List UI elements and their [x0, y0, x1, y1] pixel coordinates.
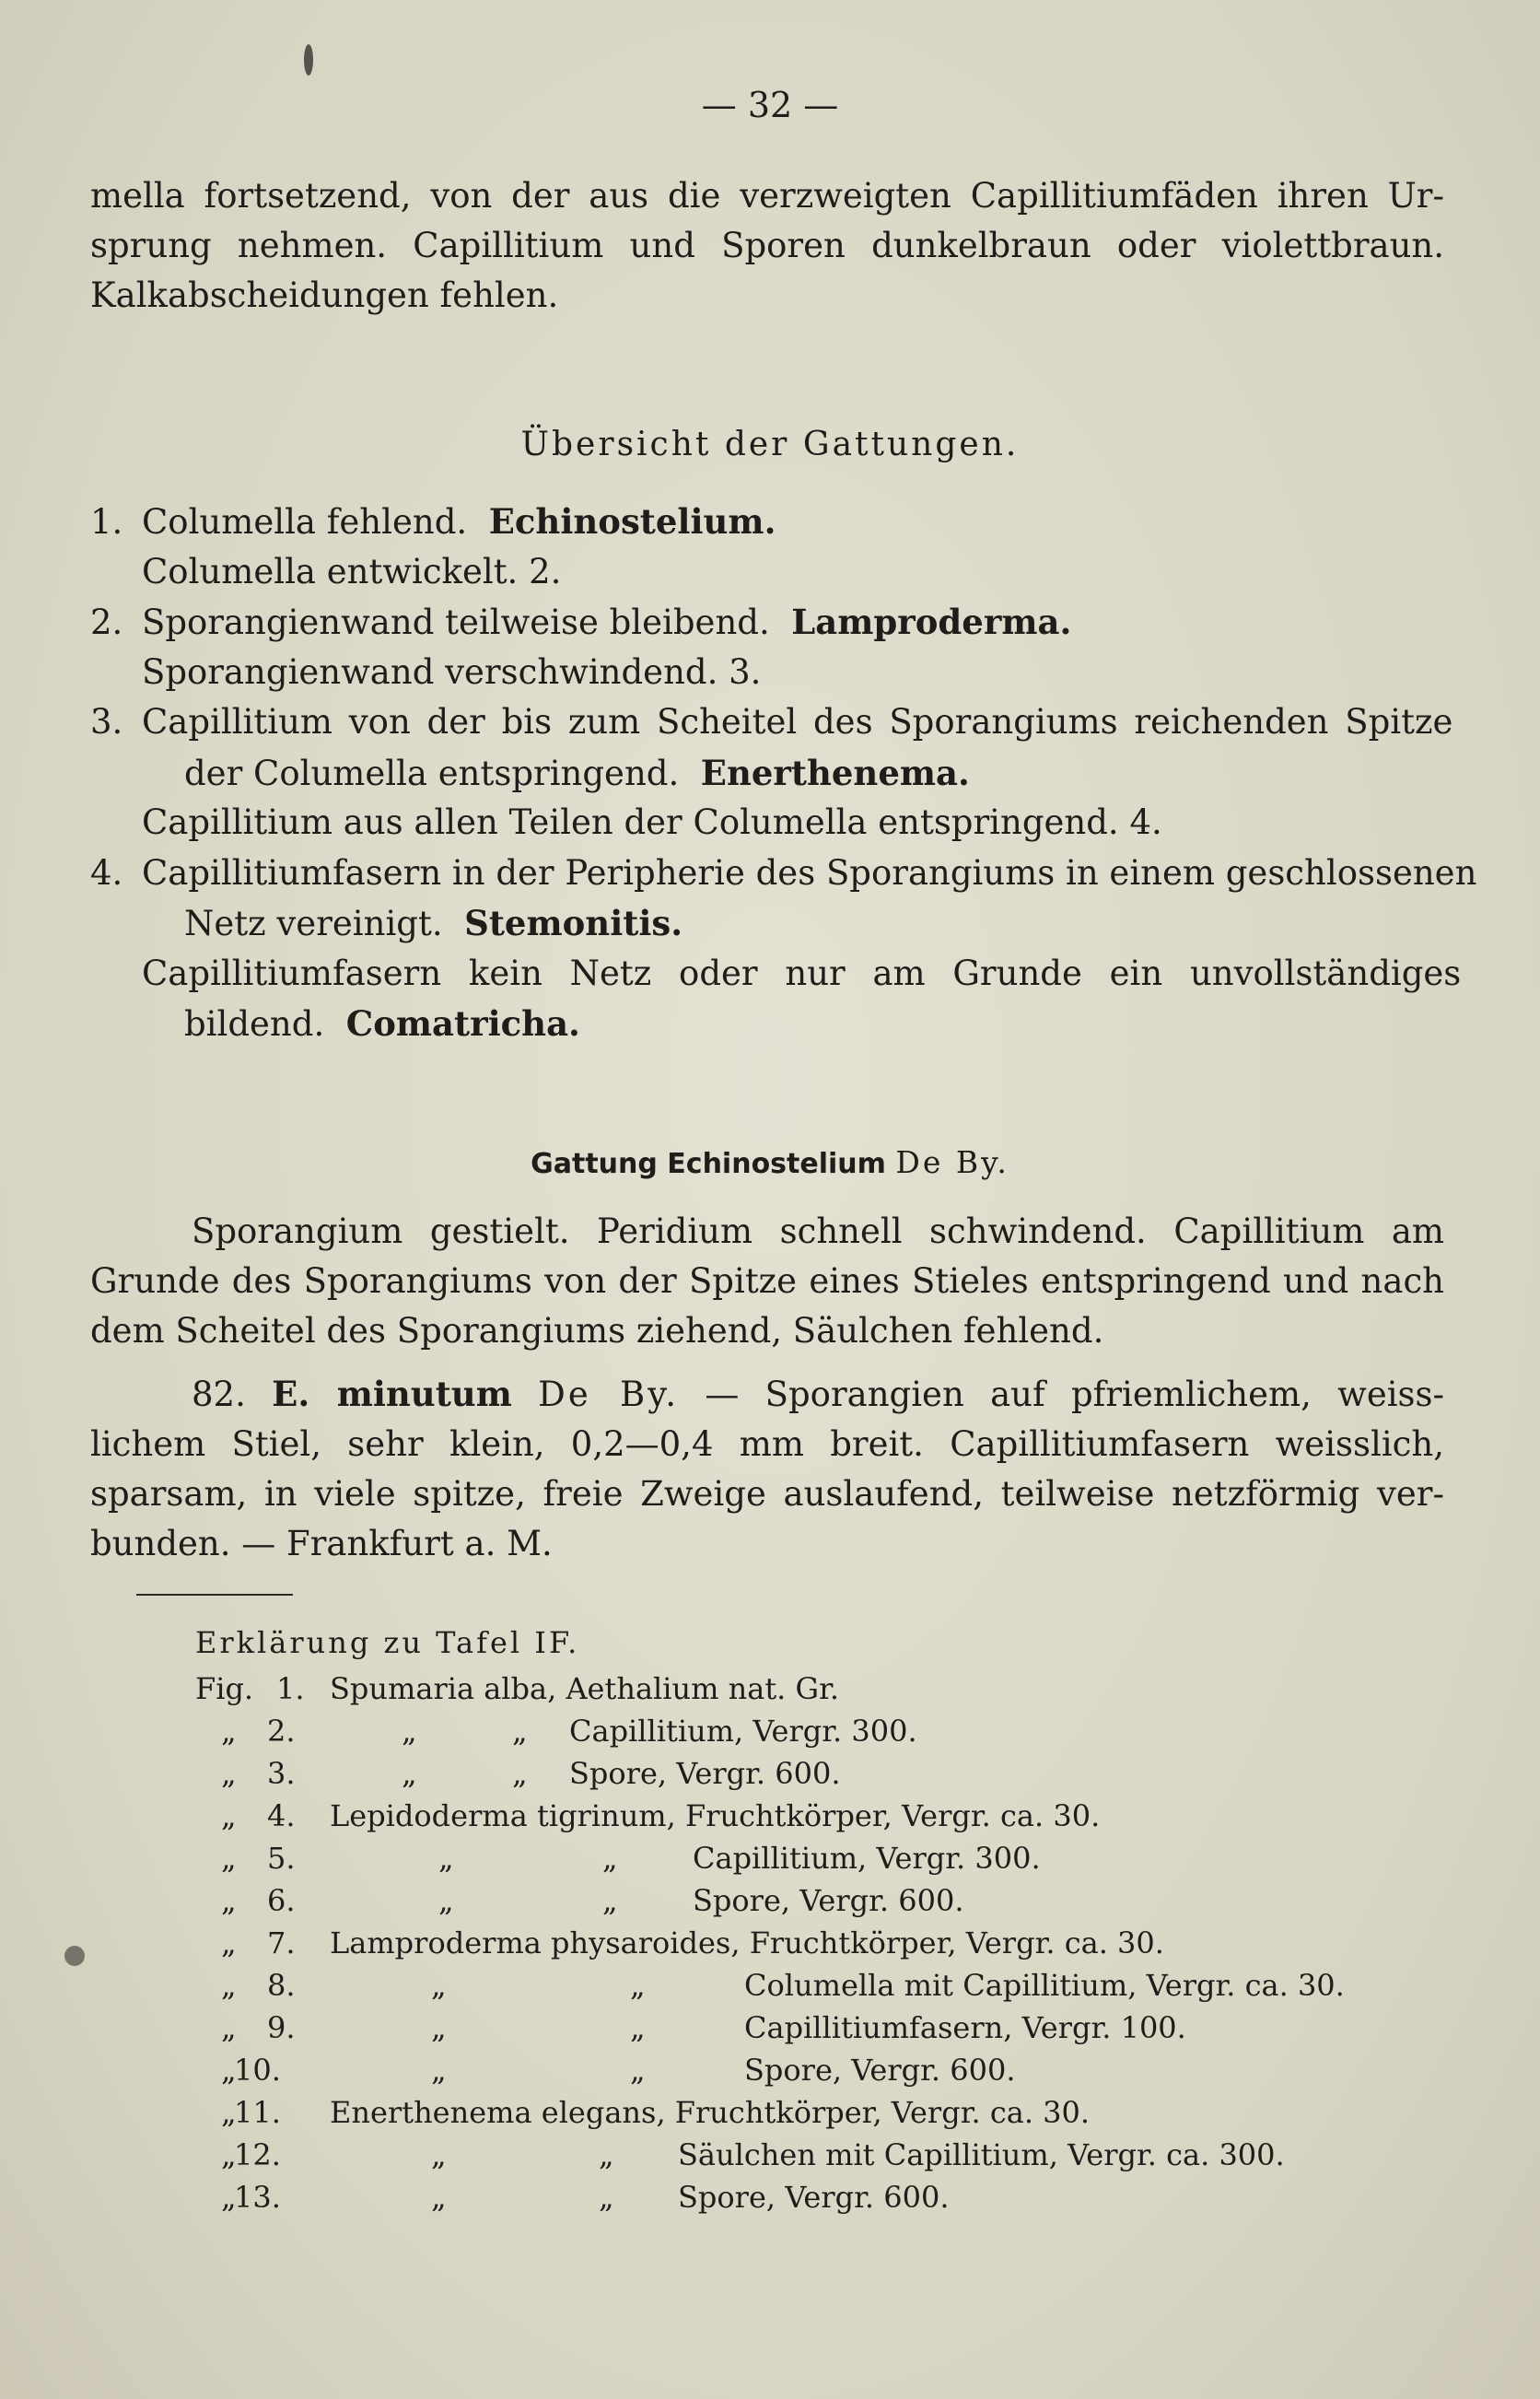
- ditto-mark: „: [630, 2053, 646, 2088]
- figure-label: „: [221, 1883, 237, 1918]
- key-text: Capillitiumfasern kein Netz oder nur am Grunde ein unvollständiges: [142, 954, 1462, 993]
- ditto-mark: „: [431, 2180, 447, 2215]
- ditto-mark: „: [602, 1841, 618, 1876]
- ditto-mark: „: [512, 1714, 528, 1749]
- key-number: 3.: [90, 702, 123, 742]
- species-number: 82.: [192, 1375, 246, 1414]
- figure-number: 6.: [267, 1883, 296, 1918]
- key-text: Sporangienwand verschwindend. 3.: [142, 652, 762, 692]
- key-heading: Übersicht der Gattungen.: [520, 426, 1020, 463]
- figure-number: 3.: [267, 1756, 296, 1791]
- ditto-mark: „: [512, 1756, 528, 1791]
- key-number: 1.: [90, 502, 123, 542]
- figure-text: Spore, Vergr. 600.: [569, 1756, 841, 1791]
- figure-text: Capillitium, Vergr. 300.: [693, 1841, 1041, 1876]
- figure-label: „: [221, 1841, 237, 1876]
- key-row: [90, 597, 1071, 648]
- key-number: 4.: [90, 853, 123, 893]
- figure-text: Lamproderma physaroides, Fruchtkörper, Vergr. ca. 30.: [330, 1925, 1164, 1960]
- ink-spot: [304, 44, 313, 76]
- page-number: — 32 —: [701, 85, 839, 125]
- figure-text: Spore, Vergr. 600.: [693, 1883, 964, 1918]
- key-row: [184, 898, 682, 949]
- key-text: Columella entwickelt. 2.: [142, 552, 562, 591]
- figure-text: Spumaria alba, Aethalium nat. Gr.: [330, 1671, 840, 1706]
- key-row: [142, 949, 1462, 999]
- key-text: Netz vereinigt.: [184, 904, 443, 943]
- figure-number: 4.: [267, 1798, 296, 1833]
- key-row: [184, 999, 580, 1049]
- key-row: [142, 648, 761, 697]
- key-text: Capillitium von der bis zum Scheitel des Sporangiums reichenden Spitze: [142, 702, 1453, 742]
- figure-text: Capillitium, Vergr. 300.: [569, 1714, 917, 1749]
- species-line: bunden. — Frankfurt a. M.: [90, 1524, 553, 1563]
- figure-number: 1.: [276, 1671, 305, 1706]
- key-text: der Columella entspringend.: [184, 754, 680, 793]
- key-text: Columella fehlend.: [142, 502, 468, 542]
- figure-text: Säulchen mit Capillitium, Vergr. ca. 300.: [678, 2137, 1285, 2172]
- ditto-mark: „: [431, 2137, 447, 2172]
- figure-number: 2.: [267, 1714, 296, 1749]
- species-first-line: [90, 1369, 1444, 1420]
- figure-text: Spore, Vergr. 600.: [678, 2180, 950, 2215]
- intro-line: Kalkabscheidungen fehlen.: [90, 275, 559, 315]
- figure-label: Fig.: [195, 1671, 254, 1706]
- figure-label: „: [221, 1714, 237, 1749]
- ditto-mark: „: [431, 1968, 447, 2003]
- key-genus: Stemonitis.: [464, 903, 683, 943]
- figure-label: „: [221, 2010, 237, 2045]
- key-genus: Comatricha.: [345, 1003, 580, 1044]
- species-entry: [90, 1369, 1444, 1569]
- ditto-mark: „: [431, 2053, 447, 2088]
- ditto-mark: „: [402, 1714, 417, 1749]
- genus-desc-line: Sporangium gestielt. Peridium schnell schwindend. Capillitium am: [192, 1211, 1444, 1251]
- figure-label: „: [221, 2137, 237, 2172]
- species-line: lichem Stiel, sehr klein, 0,2—0,4 mm breit. Capillitiumfasern weisslich,: [90, 1424, 1444, 1464]
- genus-description: [90, 1207, 1444, 1356]
- key-row: [142, 547, 561, 597]
- ditto-mark: „: [438, 1841, 454, 1876]
- key-text: bildend.: [184, 1004, 325, 1044]
- genus-heading-author: De By.: [895, 1144, 1009, 1180]
- figure-text: Columella mit Capillitium, Vergr. ca. 30.: [744, 1968, 1345, 2003]
- figure-number: 12.: [234, 2137, 281, 2172]
- species-line: sparsam, in viele spitze, freie Zweige auslaufend, teilweise netzförmig ver-: [90, 1474, 1444, 1514]
- figure-label: „: [221, 2095, 237, 2130]
- ditto-mark: „: [602, 1883, 618, 1918]
- key-number: 2.: [90, 603, 123, 642]
- key-row: [90, 697, 1453, 747]
- figure-number: 13.: [234, 2180, 281, 2215]
- genus-heading: [0, 1144, 1540, 1180]
- figure-text: Enerthenema elegans, Fruchtkörper, Vergr. ca. 30.: [330, 2095, 1091, 2130]
- figure-number: 10.: [234, 2053, 281, 2088]
- figure-number: 8.: [267, 1968, 296, 2003]
- key-genus: Echinostelium.: [488, 501, 776, 542]
- figure-text: Lepidoderma tigrinum, Fruchtkörper, Vergr. ca. 30.: [330, 1798, 1101, 1833]
- footnote-rule: [136, 1594, 293, 1596]
- key-text: Capillitiumfasern in der Peripherie des Sporangiums in einem geschlossenen: [142, 853, 1477, 893]
- figure-label: „: [221, 2180, 237, 2215]
- key-text: Capillitium aus allen Teilen der Columella entspringend. 4.: [142, 802, 1162, 842]
- figure-text: Capillitiumfasern, Vergr. 100.: [744, 2010, 1186, 2045]
- key-row: [142, 798, 1162, 848]
- figure-number: 11.: [234, 2095, 281, 2130]
- genus-heading-name: Gattung Echinostelium: [531, 1148, 886, 1180]
- ink-spot: [64, 1946, 85, 1966]
- ditto-mark: „: [402, 1756, 417, 1791]
- key-text: Sporangienwand teilweise bleibend.: [142, 603, 770, 642]
- species-author: De By.: [538, 1375, 679, 1414]
- figure-number: 5.: [267, 1841, 296, 1876]
- ditto-mark: „: [630, 2010, 646, 2045]
- ditto-mark: „: [431, 2010, 447, 2045]
- figure-number: 7.: [267, 1925, 296, 1960]
- figure-number: 9.: [267, 2010, 296, 2045]
- intro-line: mella fortsetzend, von der aus die verzweigten Capillitiumfäden ihren Ur-: [90, 176, 1444, 216]
- legend-title: Erklärung zu Tafel IF.: [195, 1625, 580, 1660]
- key-row: [90, 848, 1476, 898]
- intro-line: sprung nehmen. Capillitium und Sporen dunkelbraun oder violettbraun.: [90, 226, 1444, 265]
- figure-label: „: [221, 1756, 237, 1791]
- ditto-mark: „: [438, 1883, 454, 1918]
- genus-desc-line: dem Scheitel des Sporangiums ziehend, Säulchen fehlend.: [90, 1311, 1104, 1351]
- figure-label: „: [221, 1925, 237, 1960]
- key-genus: Lamproderma.: [791, 602, 1072, 642]
- key-row: [184, 748, 970, 799]
- ditto-mark: „: [630, 1968, 646, 2003]
- species-text: — Sporangien auf pfriemlichem, weiss-: [705, 1375, 1445, 1414]
- key-genus: Enerthenema.: [700, 753, 970, 793]
- ditto-mark: „: [599, 2137, 614, 2172]
- key-row: [90, 497, 776, 547]
- figure-label: „: [221, 1968, 237, 2003]
- intro-paragraph: [90, 171, 1444, 321]
- ditto-mark: „: [599, 2180, 614, 2215]
- species-name: E. minutum: [272, 1374, 512, 1414]
- genus-desc-line: Grunde des Sporangiums von der Spitze eines Stieles entspringend und nach: [90, 1261, 1444, 1301]
- figure-label: „: [221, 2053, 237, 2088]
- figure-label: „: [221, 1798, 237, 1833]
- figure-text: Spore, Vergr. 600.: [744, 2053, 1016, 2088]
